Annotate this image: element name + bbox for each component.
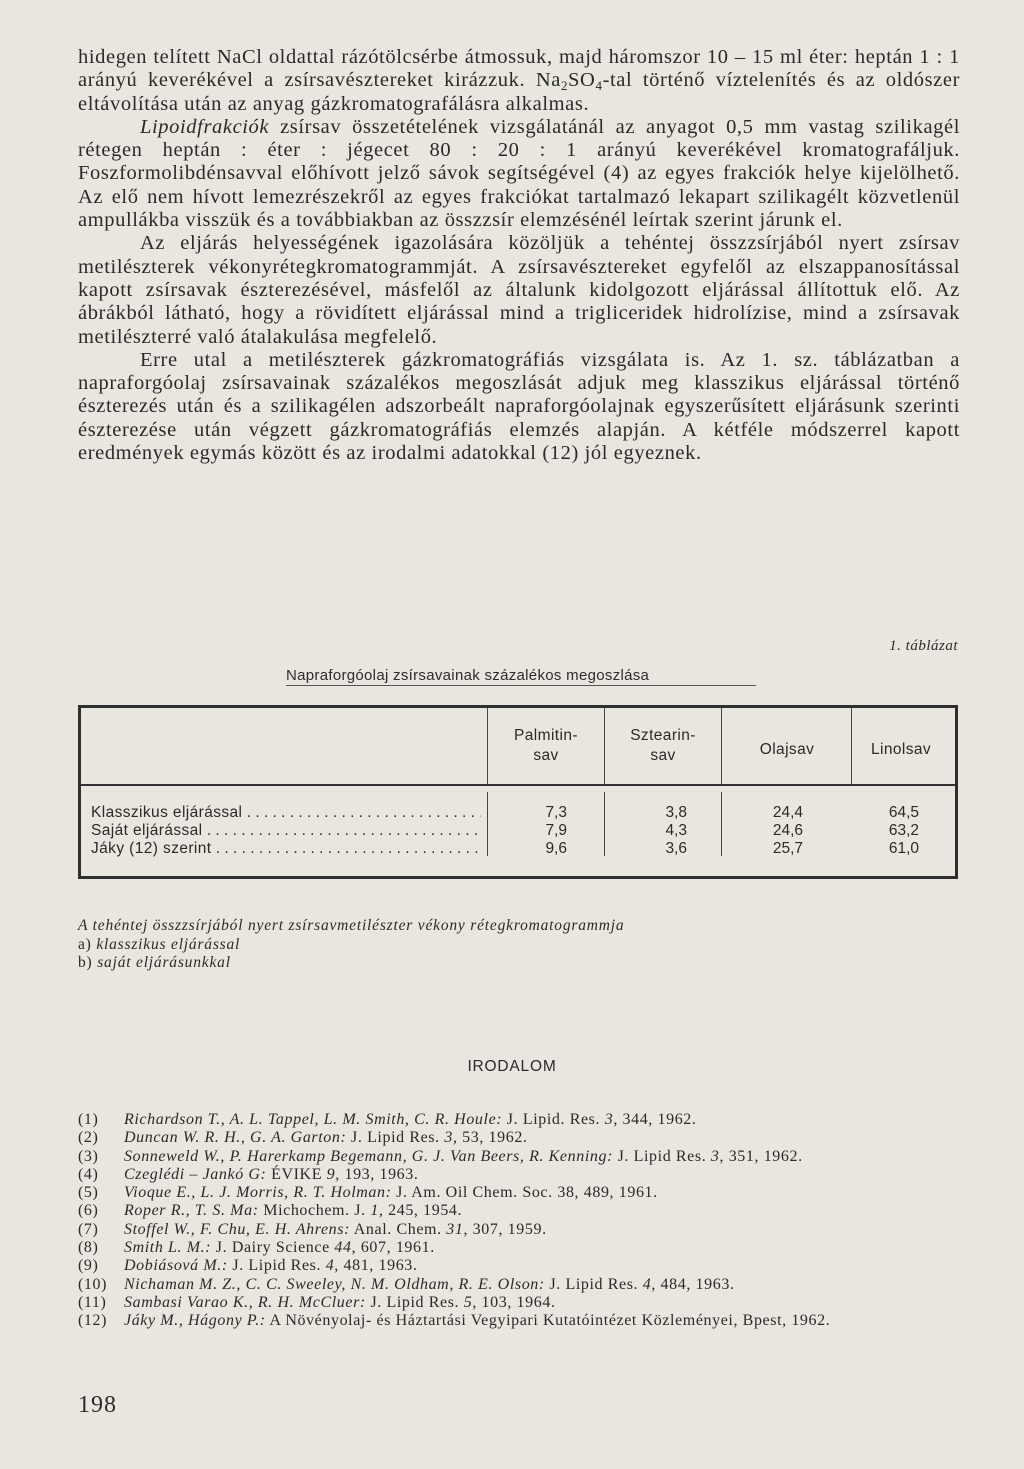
reference-authors: Dobiásová M.: bbox=[124, 1257, 228, 1275]
column-rule bbox=[487, 708, 488, 784]
reference-volume: 44 bbox=[334, 1239, 352, 1257]
reference-authors: Roper R., T. S. Ma: bbox=[124, 1202, 259, 1220]
reference-number: (7) bbox=[78, 1220, 99, 1238]
reference-text bbox=[124, 1312, 968, 1330]
table-cell: 3,6 bbox=[665, 840, 687, 857]
reference-source: J. Am. Oil Chem. Soc. 38, 489, 1961. bbox=[391, 1184, 658, 1202]
paragraph-4: Erre utal a metilészterek gázkromatográfiás vizsgálata is. Az 1. sz. táblázatban a napraforgóolaj zsírsavainak százalékos megoszlását adjuk meg klasszikus eljárással történő észterezés után és a szilikagélen adszorbeált napraforgóolajnak egyszerűsített eljárásunk szerinti észterezése után végzett gázkromatográfiás elemzés alapján. A kétféle módszerrel kapott eredmények egymás között és az irodalmi adatokkal (12) jól egyeznek. bbox=[78, 348, 960, 465]
table-title: Napraforgóolaj zsírsavainak százalékos megoszlása bbox=[286, 667, 756, 686]
table-cell: 3,8 bbox=[665, 804, 687, 821]
reference-pages-year: , 193, 1963. bbox=[335, 1165, 419, 1183]
reference-number: (2) bbox=[78, 1129, 99, 1147]
reference-item bbox=[78, 1221, 968, 1239]
table-number: 1. táblázat bbox=[889, 638, 958, 654]
data-table bbox=[78, 705, 958, 879]
reference-source: ÉVIKE bbox=[266, 1165, 327, 1183]
reference-volume: 5 bbox=[463, 1293, 473, 1311]
references-list bbox=[78, 1111, 968, 1331]
subscript-4: 4 bbox=[595, 78, 603, 94]
reference-volume: 9 bbox=[326, 1165, 336, 1183]
header-line: Olajsav bbox=[759, 741, 815, 758]
header-line: sav bbox=[533, 747, 559, 764]
reference-item bbox=[78, 1239, 968, 1257]
reference-source: Michochem. J. bbox=[258, 1202, 371, 1220]
reference-number: (1) bbox=[78, 1111, 99, 1128]
header-line: Sztearin- bbox=[630, 727, 696, 744]
reference-volume: 3 bbox=[444, 1129, 453, 1147]
figure-caption bbox=[78, 917, 624, 973]
reference-pages-year: , 607, 1961. bbox=[351, 1239, 435, 1257]
reference-text bbox=[124, 1111, 968, 1129]
reference-source: J. Dairy Science bbox=[211, 1239, 335, 1257]
reference-authors: Stoffel W., F. Chu, E. H. Ahrens: bbox=[124, 1220, 351, 1238]
paragraph-1-part-c: -tal történő víztelenítés és az oldószer eltávolítása után az anyag gázkromatografálásra alkalmas. bbox=[78, 69, 960, 115]
body-text bbox=[78, 46, 960, 465]
reference-authors: Richardson T., A. L. Tappel, L. M. Smith, C. R. Houle: bbox=[124, 1111, 503, 1128]
header-line: Linolsav bbox=[870, 741, 932, 758]
reference-number: (4) bbox=[78, 1165, 99, 1183]
reference-pages-year: , 307, 1959. bbox=[463, 1220, 547, 1238]
reference-text bbox=[124, 1148, 968, 1166]
references-heading: IRODALOM bbox=[467, 1058, 557, 1075]
caption-item-b bbox=[78, 954, 624, 973]
reference-item bbox=[78, 1202, 968, 1220]
reference-pages-year: , 245, 1954. bbox=[378, 1202, 463, 1220]
caption-title: A tehéntej összzsírjából nyert zsírsavmetilészter vékony rétegkromatogrammja bbox=[78, 917, 625, 934]
reference-authors: Jáky M., Hágony P.: bbox=[124, 1312, 266, 1330]
column-rule bbox=[851, 708, 852, 784]
reference-source: J. Lipid Res. bbox=[346, 1129, 445, 1147]
reference-source: A Növényolaj- és Háztartási Vegyipari Kutatóintézet Közleményei, Bpest, 1962. bbox=[265, 1312, 831, 1330]
column-header-linolsav bbox=[853, 712, 949, 788]
reference-number: (10) bbox=[78, 1275, 108, 1293]
table-cell: 24,4 bbox=[772, 804, 803, 821]
reference-volume: 4 bbox=[325, 1257, 335, 1275]
paragraph-1 bbox=[78, 46, 960, 116]
reference-number: (11) bbox=[78, 1293, 107, 1311]
row-label-sajat: Saját eljárással . . . bbox=[91, 822, 481, 840]
reference-number: (3) bbox=[78, 1147, 99, 1165]
header-rule bbox=[81, 784, 955, 786]
reference-item bbox=[78, 1129, 968, 1147]
reference-item bbox=[78, 1184, 968, 1202]
caption-label-a: a) bbox=[78, 935, 92, 953]
paragraph-2 bbox=[78, 116, 960, 232]
reference-source: J. Lipid Res. bbox=[613, 1147, 711, 1165]
reference-text bbox=[124, 1166, 968, 1184]
paragraph-1-part-b: SO bbox=[568, 69, 596, 92]
subscript-2: 2 bbox=[560, 78, 569, 94]
paragraph-2-italic-term: Lipoidfrakciók bbox=[140, 115, 270, 138]
column-header-sztearinsav bbox=[607, 708, 719, 784]
caption-item-a bbox=[78, 936, 624, 955]
reference-source: J. Lipid Res. bbox=[365, 1293, 464, 1311]
caption-text-b: saját eljárásunkkal bbox=[97, 954, 231, 971]
reference-pages-year: , 344, 1962. bbox=[613, 1111, 697, 1128]
table-cell: 4,3 bbox=[665, 822, 687, 839]
reference-text bbox=[124, 1221, 968, 1239]
reference-source: Anal. Chem. bbox=[350, 1220, 447, 1238]
reference-volume: 3 bbox=[604, 1111, 614, 1128]
reference-number: (9) bbox=[78, 1257, 99, 1275]
reference-text bbox=[124, 1202, 968, 1220]
reference-text bbox=[124, 1239, 968, 1257]
reference-text bbox=[124, 1257, 968, 1275]
reference-item bbox=[78, 1148, 968, 1166]
table-cell: 61,0 bbox=[888, 840, 919, 857]
reference-number: (8) bbox=[78, 1239, 99, 1257]
reference-authors: Sonneweld W., P. Harerkamp Begemann, G. J. Van Beers, R. Kenning: bbox=[124, 1147, 613, 1165]
reference-text bbox=[124, 1184, 968, 1202]
table-cell: 24,6 bbox=[772, 822, 803, 839]
reference-source: J. Lipid Res. bbox=[227, 1257, 326, 1275]
table-cell: 9,6 bbox=[545, 840, 567, 857]
reference-pages-year: , 53, 1962. bbox=[452, 1129, 528, 1147]
row-label-klasszikus: Klasszikus eljárással . . . bbox=[91, 804, 481, 822]
row-label-jaky: Jáky (12) szerint . . . bbox=[91, 840, 481, 858]
reference-item bbox=[78, 1111, 968, 1129]
paragraph-1-part-a: hidegen telített NaCl oldattal rázótölcsérbe átmossuk, majd háromszor 10 – 15 ml éter: heptán 1 : 1 arányú keverékével a zsírsavésztereket kirázzuk. Na bbox=[78, 46, 960, 92]
reference-pages-year: , 484, 1963. bbox=[651, 1275, 735, 1293]
reference-number: (12) bbox=[78, 1312, 108, 1330]
reference-item bbox=[78, 1257, 968, 1275]
caption-text-a: klasszikus eljárással bbox=[96, 935, 241, 953]
reference-number: (5) bbox=[78, 1184, 99, 1202]
reference-item bbox=[78, 1276, 968, 1294]
reference-pages-year: , 351, 1962. bbox=[719, 1147, 803, 1165]
column-header-palmitinsav bbox=[489, 708, 603, 784]
header-line: Palmitin- bbox=[514, 727, 578, 744]
paragraph-3: Az eljárás helyességének igazolására közöljük a tehéntej összzsírjából nyert zsírsav metilészterek vékonyrétegkromatogrammját. A zsírsavésztereket egyfelől az elszappanosítással kapott zsírsavak észterezésével, másfelől az általunk kidolgozott eljárással állítottuk elő. Az ábrákból látható, hogy a rövidített eljárással mind a trigliceridek hidrolízise, mind a zsírsavak metilészterré való átalakulása megfelelő. bbox=[78, 232, 960, 348]
paragraph-2-text: zsírsav összetételének vizsgálatánál az anyagot 0,5 mm vastag szilikagél rétegen heptán : éter : jégecet 80 : 20 : 1 arányú keverékével kromatografáljuk. Foszformolibdénsavval előhívott jelző sávok segítségével (4) az egyes frakciók helye kijelölhető. Az elő nem hívott lemezrészekről az egyes frakciókat tartalmazó lekapart szilikagélt közvetlenül ampullákba visszük és a továbbiakban az összzsír elemzésénél leírtak szerint járunk el. bbox=[78, 115, 960, 232]
reference-pages-year: , 103, 1964. bbox=[472, 1293, 556, 1311]
header-line: sav bbox=[650, 747, 676, 764]
table-cell: 64,5 bbox=[888, 804, 919, 821]
reference-authors: Duncan W. R. H., G. A. Garton: bbox=[124, 1129, 347, 1147]
reference-authors: Sambasi Varao K., R. H. McCluer: bbox=[124, 1293, 366, 1311]
column-rule bbox=[721, 708, 722, 784]
reference-volume: 4 bbox=[642, 1275, 652, 1293]
reference-item bbox=[78, 1312, 968, 1330]
reference-authors: Czeglédi – Jankó G: bbox=[124, 1165, 267, 1183]
reference-authors: Nichaman M. Z., C. C. Sweeley, N. M. Oldham, R. E. Olson: bbox=[124, 1275, 545, 1293]
reference-volume: 1 bbox=[370, 1202, 379, 1220]
page-number: 198 bbox=[78, 1392, 117, 1418]
reference-text bbox=[124, 1294, 968, 1312]
reference-item bbox=[78, 1166, 968, 1184]
table-cell: 7,3 bbox=[545, 804, 567, 821]
reference-source: J. Lipid. Res. bbox=[502, 1111, 605, 1128]
reference-volume: 3 bbox=[710, 1147, 720, 1165]
reference-number: (6) bbox=[78, 1202, 99, 1220]
reference-authors: Vioque E., L. J. Morris, R. T. Holman: bbox=[124, 1184, 392, 1202]
table-cell: 25,7 bbox=[772, 840, 803, 857]
reference-text bbox=[124, 1129, 968, 1147]
reference-authors: Smith L. M.: bbox=[124, 1239, 212, 1257]
column-header-olajsav bbox=[723, 712, 851, 788]
column-rule bbox=[604, 708, 605, 784]
reference-item bbox=[78, 1294, 968, 1312]
table-cell: 7,9 bbox=[545, 822, 567, 839]
reference-source: J. Lipid Res. bbox=[544, 1275, 643, 1293]
reference-volume: 31 bbox=[446, 1220, 464, 1238]
caption-label-b: b) bbox=[78, 954, 93, 971]
table-cell: 63,2 bbox=[888, 822, 919, 839]
reference-pages-year: , 481, 1963. bbox=[334, 1257, 418, 1275]
reference-text bbox=[124, 1276, 968, 1294]
